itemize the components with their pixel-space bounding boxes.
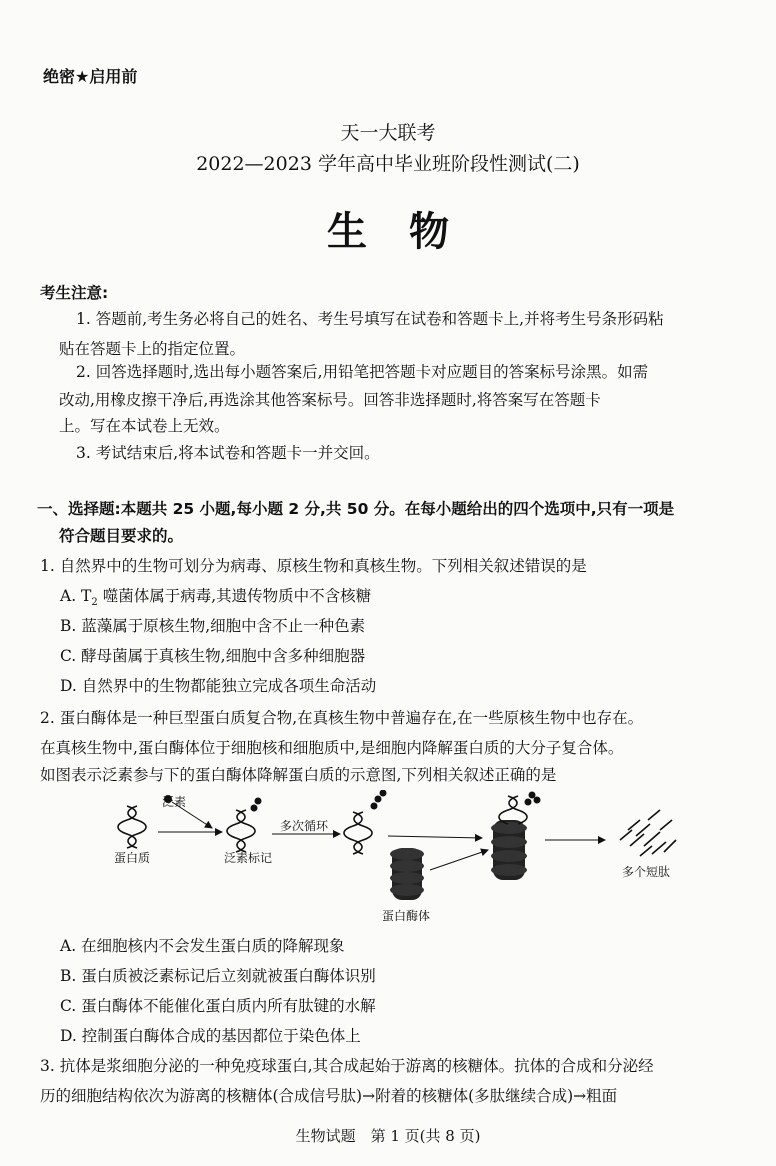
question-1-option-b: B. 蓝藻属于原核生物,细胞中含不止一种色素 (60, 617, 366, 635)
question-1-stem: 1. 自然界中的生物可划分为病毒、原核生物和真核生物。下列相关叙述错误的是 (40, 557, 587, 575)
to-complex-arrow-top (388, 836, 482, 838)
question-2-line-2: 在真核生物中,蛋白酶体位于细胞核和细胞质中,是细胞内降解蛋白质的大分子复合体。 (40, 739, 624, 757)
ubiquitin-arrow (172, 802, 212, 828)
notice-item-1-line-1: 1. 答题前,考生务必将自己的姓名、考生号填写在试卷和答题卡上,并将考生号条形码粘 (76, 310, 664, 328)
ubiquitin-tag-icon (375, 796, 382, 803)
label-protein: 蛋白质 (114, 851, 151, 865)
confidentiality-label: 绝密★启用前 (43, 67, 138, 86)
question-2-option-c: C. 蛋白酶体不能催化蛋白质内所有肽键的水解 (60, 997, 376, 1015)
ubiquitin-tag-icon (371, 803, 378, 810)
proteasome-degradation-figure (0, 790, 776, 930)
label-ubiquitin: 泛素 (162, 795, 187, 809)
question-3-line-2: 历的细胞结构依次为游离的核糖体(合成信号肽)→附着的核糖体(多肽继续合成)→粗面 (40, 1087, 618, 1105)
proteasome-complex-icon (491, 792, 541, 881)
question-2-option-b: B. 蛋白质被泛素标记后立刻就被蛋白酶体识别 (60, 967, 376, 985)
ubiquitin-tag-icon (255, 798, 262, 805)
section-heading-line-1: 一、选择题:本题共 25 小题,每小题 2 分,共 50 分。在每小题给出的四个选项中,只有一项是 (37, 500, 675, 518)
notice-item-2-line-2: 改动,用橡皮擦干净后,再选涂其他答案标号。回答非选择题时,将答案写在答题卡 (59, 391, 601, 409)
label-proteasome: 蛋白酶体 (382, 909, 431, 923)
label-cycles: 多次循环 (280, 819, 329, 833)
to-complex-arrow-bottom (430, 850, 488, 870)
label-peptides: 多个短肽 (622, 865, 671, 879)
subject-title: 生物 (327, 209, 491, 255)
question-1-option-a: A. $T_2$ 噬菌体属于病毒,其遗传物质中不含核糖 (60, 587, 372, 609)
notice-item-2-line-3: 上。写在本试卷上无效。 (59, 417, 230, 435)
exam-organizer: 天一大联考 (340, 122, 436, 144)
question-1-option-c: C. 酵母菌属于真核生物,细胞中含多种细胞器 (60, 647, 366, 665)
question-2-option-a: A. 在细胞核内不会发生蛋白质的降解现象 (60, 937, 345, 955)
exam-title: 2022—2023 学年高中毕业班阶段性测试(二) (196, 153, 580, 175)
question-2-line-1: 2. 蛋白酶体是一种巨型蛋白质复合物,在真核生物中普遍存在,在一些原核生物中也存在。 (40, 709, 644, 727)
notice-item-1-line-2: 贴在答题卡上的指定位置。 (59, 340, 246, 358)
short-peptides-icon (620, 810, 676, 856)
label-tagged: 泛素标记 (224, 851, 273, 865)
notice-item-3: 3. 考试结束后,将本试卷和答题卡一并交回。 (76, 444, 380, 462)
protein-helix-icon (118, 806, 146, 848)
ubiquitin-tag-icon (251, 805, 258, 812)
proteasome-icon (390, 848, 424, 900)
notice-heading: 考生注意: (40, 284, 109, 302)
page-footer: 生物试题 第 1 页(共 8 页) (295, 1127, 481, 1145)
notice-item-2-line-1: 2. 回答选择题时,选出每小题答案后,用铅笔把答题卡对应题目的答案标号涂黑。如需 (76, 363, 649, 381)
ubiquitin-tag-icon (380, 790, 387, 797)
question-1-option-d: D. 自然界中的生物都能独立完成各项生命活动 (60, 677, 377, 695)
question-2-option-d: D. 控制蛋白酶体合成的基因都位于染色体上 (60, 1027, 361, 1045)
question-3-line-1: 3. 抗体是浆细胞分泌的一种免疫球蛋白,其合成起始于游离的核糖体。抗体的合成和分泌经 (40, 1057, 654, 1075)
section-heading-line-2: 符合题目要求的。 (59, 527, 184, 545)
poly-ubiquitinated-protein-helix-icon (344, 812, 372, 854)
question-2-line-3: 如图表示泛素参与下的蛋白酶体降解蛋白质的示意图,下列相关叙述正确的是 (40, 766, 557, 784)
tagged-protein-helix-icon (227, 810, 255, 852)
